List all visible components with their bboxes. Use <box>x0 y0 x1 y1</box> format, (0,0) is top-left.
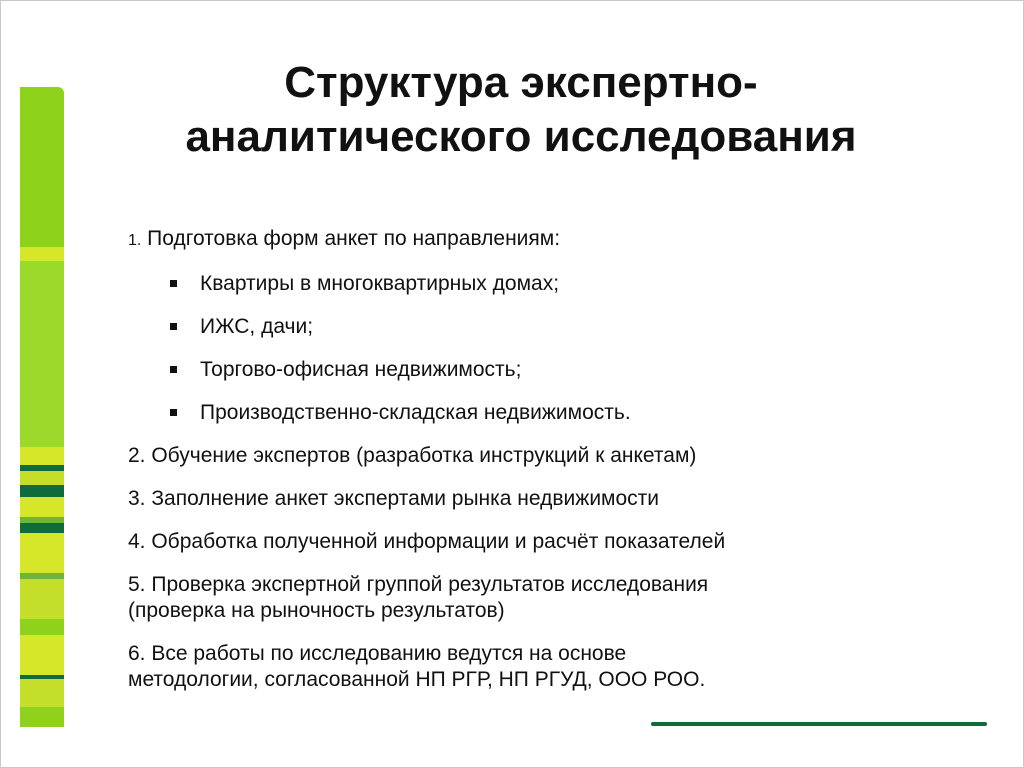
list-item-6 <box>128 641 888 693</box>
sub-list-item <box>128 357 888 383</box>
sub-list-item <box>128 314 888 340</box>
list-item-1 <box>128 226 888 254</box>
bottom-divider <box>651 722 987 726</box>
item-5-line-1: 5. Проверка экспертной группой результатов исследования <box>128 573 709 596</box>
sub-item-text: ИЖС, дачи; <box>200 315 314 338</box>
item-6-line-1: 6. Все работы по исследованию ведутся на основе <box>128 642 627 665</box>
sub-list-item <box>128 271 888 297</box>
sub-list <box>128 271 888 426</box>
list-item-3: 3. Заполнение анкет экспертами рынка недвижимости <box>128 487 660 510</box>
decorative-stripe <box>20 87 64 727</box>
bullet-square-icon <box>170 366 177 373</box>
sub-list-item <box>128 400 888 426</box>
title-line-1: Структура экспертно- <box>284 58 758 107</box>
bullet-square-icon <box>170 280 177 287</box>
slide-body <box>128 226 888 693</box>
item-6-line-2: методологии, согласованной НП РГР, НП РГУД, ООО РОО. <box>128 668 706 691</box>
sub-item-text: Торгово-офисная недвижимость; <box>200 358 522 381</box>
sub-item-text: Квартиры в многоквартирных домах; <box>200 272 560 295</box>
list-item-5 <box>128 572 888 624</box>
slide-title <box>141 56 901 164</box>
item-5-line-2: (проверка на рыночность результатов) <box>128 599 505 622</box>
item-1-number: 1. <box>128 232 142 249</box>
bullet-square-icon <box>170 409 177 416</box>
sub-item-text: Производственно-складская недвижимость. <box>200 401 631 424</box>
list-item-4: 4. Обработка полученной информации и расчёт показателей <box>128 530 726 553</box>
item-1-text: Подготовка форм анкет по направлениям: <box>141 227 561 250</box>
bullet-square-icon <box>170 323 177 330</box>
list-item-2: 2. Обучение экспертов (разработка инструкций к анкетам) <box>128 444 697 467</box>
title-line-2: аналитического исследования <box>185 112 857 161</box>
